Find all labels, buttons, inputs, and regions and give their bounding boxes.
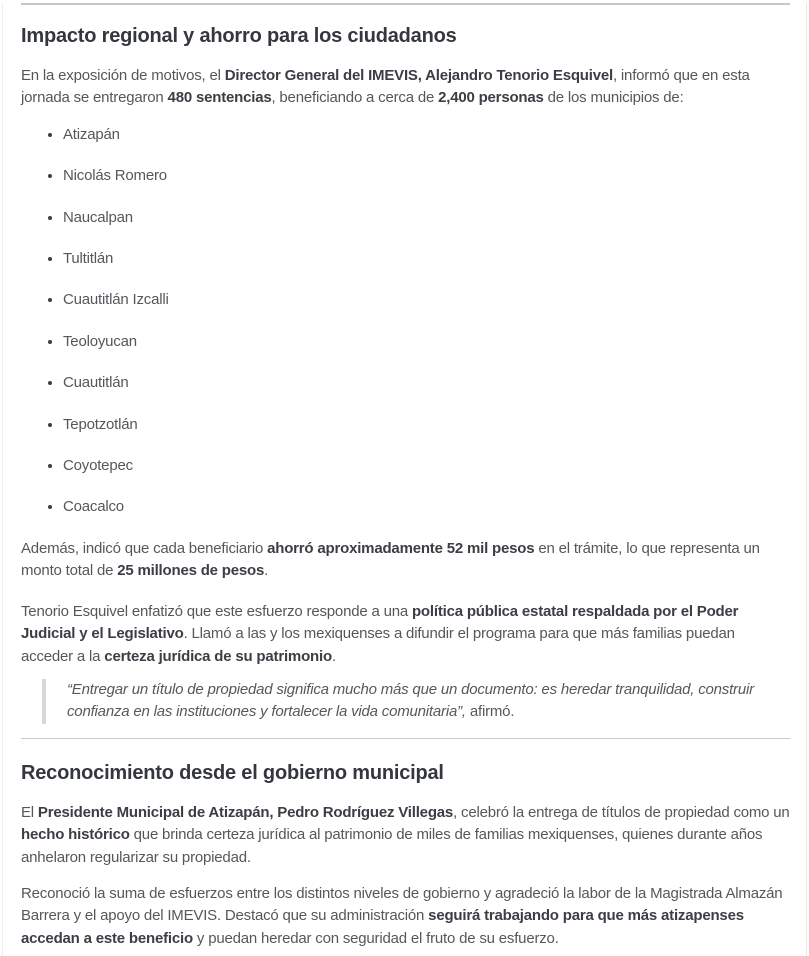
article-content [3, 3, 806, 950]
text-run: Tenorio Esquivel enfatizó que este esfuerzo responde a una [21, 602, 412, 620]
paragraph-closing [21, 883, 790, 950]
section-reconocimiento [21, 761, 790, 950]
bold-text-run: Director General del IMEVIS, Alejandro Tenorio Esquivel [224, 67, 613, 84]
section-title-impacto: Impacto regional y ahorro para los ciudadanos [21, 25, 457, 47]
section-divider-mid [21, 738, 790, 739]
text-run: Además, indicó que cada beneficiario [21, 539, 268, 557]
paragraph-savings [21, 538, 790, 583]
bold-text-run: 480 sentencias [167, 89, 272, 107]
municipio-list-item: • Atizapán [63, 124, 790, 146]
municipio-list-item: • Coyotepec [63, 455, 790, 477]
quote-text [67, 679, 790, 724]
text-run: , informó que en esta jornada se entregaron [21, 67, 750, 107]
municipio-list-item: • Tultitlán [63, 248, 790, 270]
municipio-list-item: • Cuautitlán [63, 372, 790, 394]
municipio-list-item: • Naucalpan [63, 207, 790, 229]
quote-block [42, 679, 790, 724]
section-title-reconocimiento: Reconocimiento desde el gobierno municipal [21, 761, 444, 784]
paragraph-intro [21, 65, 790, 110]
text-run: Reconoció la suma de esfuerzos entre los distintos niveles de gobierno y agradeció la labor de la Magistrada Almazán Barrera y el apoyo del IMEVIS. Destacó que su administración [21, 884, 783, 925]
section-divider-top [21, 3, 790, 5]
municipio-list-item: • Coacalco [63, 496, 790, 518]
bold-text-run: política pública estatal respaldada por el Poder Judicial y el Legislativo [21, 602, 739, 643]
text-run: , beneficiando a cerca de [271, 89, 439, 107]
bold-text-run: seguirá trabajando para que más atizapenses accedan a este beneficio [21, 907, 744, 947]
text-run: . [331, 647, 336, 665]
text-run: El [21, 803, 38, 821]
municipio-list-item: • Cuautitlán Izcalli [63, 289, 790, 311]
italic-text-run: “Entregar un título de propiedad significa mucho más que un documento: es heredar tranquilidad, construir confianza en las instituciones y fortalecer la vida comunitaria”, [67, 680, 754, 721]
bold-text-run: 2,400 personas [438, 89, 544, 107]
bold-text-run: hecho histórico [21, 826, 130, 844]
text-run: de los municipios de: [543, 89, 684, 107]
municipio-list-item: • Teoloyucan [63, 331, 790, 353]
bold-text-run: certeza jurídica de su patrimonio [104, 647, 332, 665]
text-run: en el trámite, lo que representa un monto total de [21, 539, 760, 580]
municipios-list [21, 124, 790, 519]
article-page [2, 3, 807, 956]
text-run: , celebró la entrega de títulos de propiedad como un [453, 803, 790, 821]
text-run: . Llamó a las y los mexiquenses a difundir el programa para que más familias puedan acceder a la [21, 625, 735, 665]
bold-text-run: 25 millones de pesos [117, 562, 265, 580]
paragraph-mayor [21, 802, 790, 869]
bold-text-run: Presidente Municipal de Atizapán, Pedro Rodríguez Villegas [37, 803, 454, 821]
bold-text-run: ahorró aproximadamente 52 mil pesos [267, 539, 535, 557]
municipio-list-item: • Nicolás Romero [63, 165, 790, 187]
municipio-list-item: • Tepotzotlán [63, 414, 790, 436]
text-run: afirmó. [465, 703, 515, 721]
text-run: . [264, 562, 269, 580]
paragraph-policy [21, 601, 790, 668]
text-run: En la exposición de motivos, el [21, 67, 225, 84]
section-impacto-regional [21, 24, 790, 724]
text-run: y puedan heredar con seguridad el fruto de su esfuerzo. [192, 929, 559, 947]
text-run: que brinda certeza jurídica al patrimonio de miles de familias mexiquenses, quienes durante años anhelaron regularizar su propiedad. [21, 826, 763, 866]
